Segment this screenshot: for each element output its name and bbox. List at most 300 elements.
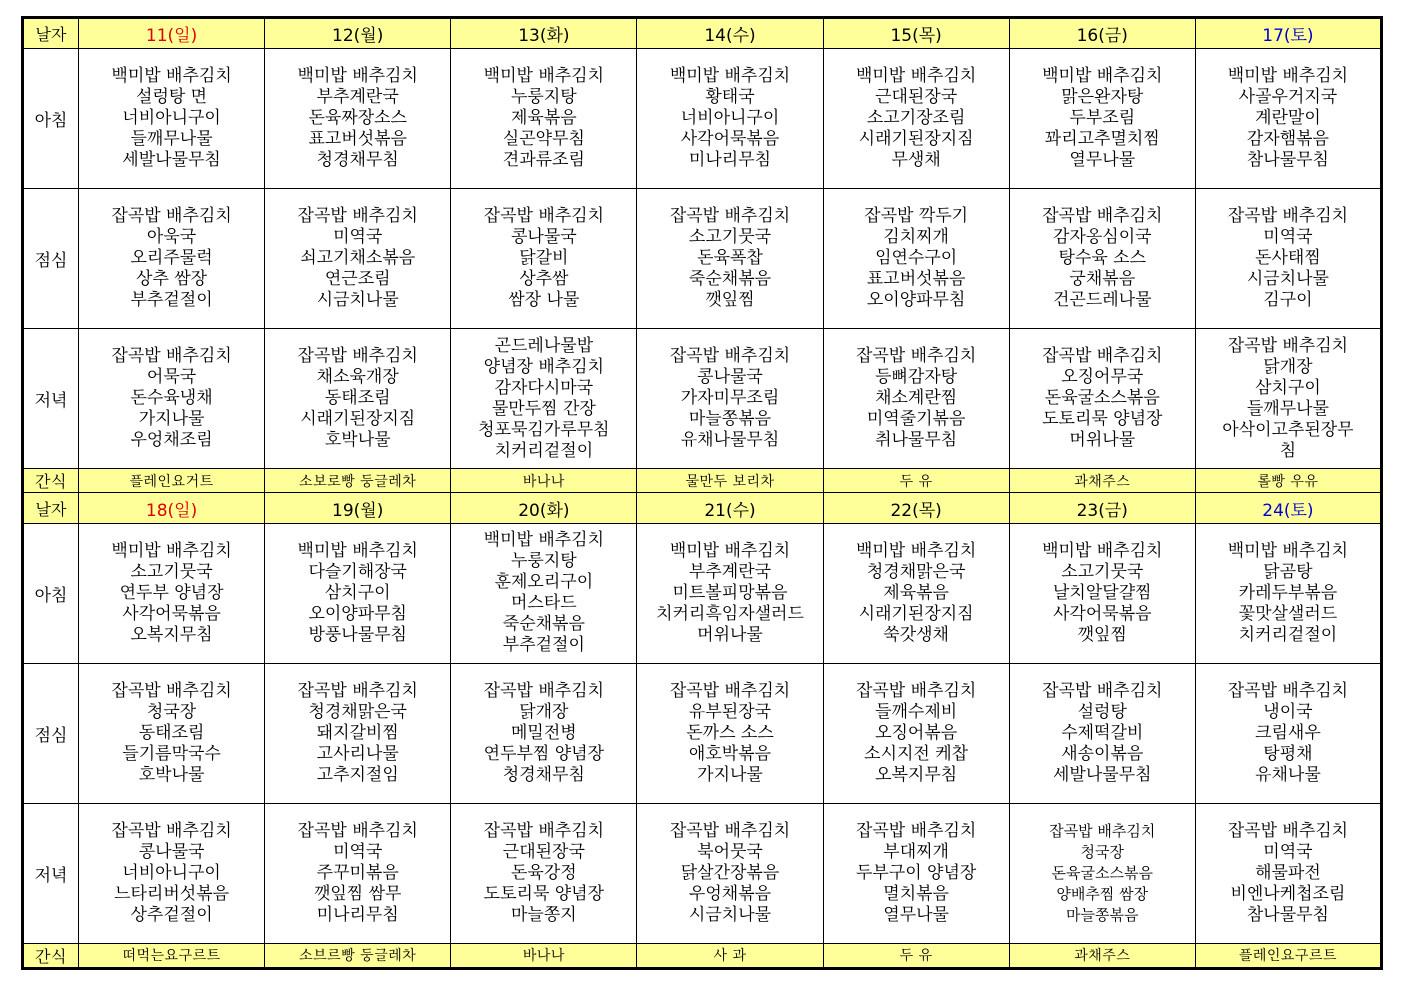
menu-item: 제육볶음 bbox=[511, 108, 577, 129]
menu-item: 크림새우 bbox=[1255, 722, 1321, 743]
menu-item: 잡곡밥 배추김치 bbox=[297, 206, 418, 227]
menu-item: 아삭이고추된장무 bbox=[1222, 419, 1354, 440]
menu-item: 다슬기해장국 bbox=[308, 561, 407, 582]
lunch-cell-wed bbox=[637, 189, 823, 329]
menu-item: 닭곰탕 bbox=[1263, 561, 1313, 582]
menu-item: 백미밥 배추김치 bbox=[111, 66, 232, 87]
date-thu: 22(목) bbox=[823, 493, 1009, 523]
menu-item-list bbox=[1196, 336, 1380, 462]
menu-item: 쌈장 나물 bbox=[508, 290, 580, 311]
menu-item-list bbox=[637, 821, 822, 926]
menu-item: 미역국 bbox=[333, 841, 383, 862]
breakfast-cell-fri bbox=[1009, 49, 1195, 189]
menu-item-list bbox=[824, 821, 1009, 926]
date-mon: 12(월) bbox=[265, 18, 451, 49]
menu-item-list bbox=[637, 541, 822, 646]
menu-item: 잡곡밥 배추김치 bbox=[111, 346, 232, 367]
menu-item: 오징어볶음 bbox=[875, 722, 958, 743]
menu-item: 두부구이 양념장 bbox=[855, 862, 977, 883]
menu-item: 시래기된장지짐 bbox=[858, 603, 974, 624]
menu-item: 깻잎찜 bbox=[705, 290, 755, 311]
breakfast-row bbox=[23, 49, 1382, 189]
menu-item: 주꾸미볶음 bbox=[316, 862, 399, 883]
breakfast-cell-sun bbox=[79, 49, 265, 189]
menu-item: 돈육폭찹 bbox=[697, 248, 763, 269]
lunch-cell-tue bbox=[451, 189, 637, 329]
menu-item: 너비아니구이 bbox=[122, 862, 221, 883]
menu-item-list bbox=[451, 66, 636, 171]
date-sat: 17(토) bbox=[1195, 18, 1381, 49]
menu-item: 감자다시마국 bbox=[494, 377, 594, 398]
menu-item: 연두부 양념장 bbox=[119, 582, 224, 603]
menu-item: 잡곡밥 배추김치 bbox=[111, 820, 232, 841]
menu-item-list bbox=[79, 66, 264, 171]
menu-item: 머위나물 bbox=[697, 624, 763, 645]
breakfast-cell-tue bbox=[451, 523, 637, 663]
menu-item: 미역국 bbox=[1263, 227, 1313, 248]
menu-item: 호박나물 bbox=[138, 764, 205, 785]
menu-item: 시래기된장지짐 bbox=[858, 129, 974, 150]
menu-item: 부추겉절이 bbox=[502, 635, 585, 656]
menu-item: 백미밥 배추김치 bbox=[855, 66, 977, 87]
menu-item: 날치알달걀찜 bbox=[1053, 582, 1152, 603]
menu-item: 쇠고기채소볶음 bbox=[300, 248, 416, 269]
menu-item-list bbox=[265, 821, 450, 926]
menu-item: 근대된장국 bbox=[502, 841, 585, 862]
menu-item-list bbox=[824, 346, 1009, 451]
menu-item: 돈육짜장소스 bbox=[308, 108, 407, 129]
breakfast-cell-tue bbox=[451, 49, 637, 189]
lunch-row bbox=[23, 189, 1382, 329]
menu-item: 들깨수제비 bbox=[875, 701, 958, 722]
menu-item: 감자햄볶음 bbox=[1246, 129, 1329, 150]
menu-item: 김구이 bbox=[1263, 290, 1313, 311]
menu-item-list bbox=[637, 681, 822, 786]
breakfast-row bbox=[23, 523, 1382, 663]
menu-item-list bbox=[79, 206, 264, 311]
menu-item: 새송이볶음 bbox=[1061, 743, 1144, 764]
menu-item: 오복지무침 bbox=[130, 624, 213, 645]
menu-item: 잡곡밥 깍두기 bbox=[864, 206, 969, 227]
menu-item: 소고기뭇국 bbox=[1061, 561, 1144, 582]
menu-item: 잡곡밥 배추김치 bbox=[483, 206, 605, 227]
dinner-cell-fri bbox=[1009, 329, 1195, 469]
snack-sat: 롤빵 우유 bbox=[1195, 469, 1381, 493]
menu-item: 잡곡밥 배추김치 bbox=[669, 346, 791, 367]
menu-item: 열무나물 bbox=[883, 904, 949, 925]
breakfast-cell-fri bbox=[1009, 523, 1195, 663]
menu-item-list bbox=[1196, 206, 1380, 311]
menu-item: 죽순채볶음 bbox=[688, 269, 772, 290]
menu-item: 닭갈비 bbox=[519, 248, 569, 269]
menu-item-list bbox=[1196, 66, 1380, 171]
date-header-row bbox=[23, 18, 1382, 49]
menu-item: 세발나물무침 bbox=[1053, 764, 1152, 785]
date-mon: 19(월) bbox=[265, 493, 451, 523]
menu-item: 잡곡밥 배추김치 bbox=[1042, 206, 1163, 227]
menu-item: 미트볼피망볶음 bbox=[672, 582, 788, 603]
menu-item-list bbox=[451, 821, 636, 926]
menu-item: 돈육강정 bbox=[511, 862, 577, 883]
snack-tue: 바나나 bbox=[451, 469, 637, 493]
menu-item: 백미밥 배추김치 bbox=[483, 66, 605, 87]
menu-item: 김치찌개 bbox=[883, 227, 949, 248]
menu-item: 황태국 bbox=[705, 87, 755, 108]
breakfast-cell-sun bbox=[79, 523, 265, 663]
lunch-label: 점심 bbox=[23, 189, 79, 329]
menu-item-list bbox=[824, 66, 1009, 171]
snack-mon: 소브르빵 둥글레차 bbox=[265, 943, 451, 968]
menu-item: 어묵국 bbox=[146, 367, 197, 388]
menu-item: 시금치나물 bbox=[688, 904, 772, 925]
menu-item: 소고기뭇국 bbox=[688, 227, 772, 248]
menu-item: 미역국 bbox=[1263, 841, 1313, 862]
menu-item: 잡곡밥 배추김치 bbox=[1042, 680, 1163, 701]
menu-item: 들깨무나물 bbox=[1246, 398, 1329, 419]
menu-item: 닭개장 bbox=[1263, 356, 1313, 377]
menu-item-list bbox=[265, 206, 450, 311]
menu-item-list bbox=[79, 541, 264, 646]
menu-item: 잡곡밥 배추김치 bbox=[669, 206, 791, 227]
date-tue: 20(화) bbox=[451, 493, 637, 523]
menu-item: 미역줄기볶음 bbox=[866, 409, 966, 430]
menu-item-list bbox=[1196, 821, 1380, 926]
dinner-cell-tue bbox=[451, 329, 637, 469]
menu-item: 누룽지탕 bbox=[511, 551, 577, 572]
dinner-cell-sat bbox=[1195, 803, 1381, 943]
menu-item: 잡곡밥 배추김치 bbox=[297, 346, 418, 367]
menu-item-list bbox=[265, 346, 450, 451]
snack-mon: 소보로빵 둥글레차 bbox=[265, 469, 451, 493]
menu-item: 삼치구이 bbox=[324, 582, 391, 603]
menu-item: 느타리버섯볶음 bbox=[114, 883, 230, 904]
lunch-cell-fri bbox=[1009, 189, 1195, 329]
menu-item-list bbox=[1196, 541, 1380, 646]
weekly-meal-table bbox=[21, 16, 1383, 970]
menu-item: 부추겉절이 bbox=[130, 290, 213, 311]
date-label: 날자 bbox=[23, 18, 79, 49]
dinner-row bbox=[23, 329, 1382, 469]
menu-item: 양념장 배추김치 bbox=[483, 356, 605, 377]
menu-item: 탕수육 소스 bbox=[1058, 248, 1147, 269]
menu-item: 표고버섯볶음 bbox=[866, 269, 966, 290]
dinner-cell-sun bbox=[79, 329, 265, 469]
dinner-cell-thu bbox=[823, 803, 1009, 943]
menu-item: 표고버섯볶음 bbox=[308, 129, 407, 150]
menu-item: 백미밥 배추김치 bbox=[1042, 66, 1163, 87]
menu-item: 부대찌개 bbox=[883, 841, 949, 862]
dinner-cell-wed bbox=[637, 329, 823, 469]
menu-item-list bbox=[79, 821, 264, 926]
dinner-cell-mon bbox=[265, 329, 451, 469]
lunch-label: 점심 bbox=[23, 663, 79, 803]
menu-item: 소시지전 케찹 bbox=[864, 743, 969, 764]
menu-item: 백미밥 배추김치 bbox=[111, 540, 232, 561]
menu-item: 시금치나물 bbox=[1246, 269, 1329, 290]
menu-item: 유채나물무침 bbox=[680, 430, 780, 451]
menu-item-list bbox=[637, 206, 822, 311]
menu-item: 쑥갓생채 bbox=[883, 624, 949, 645]
breakfast-cell-thu bbox=[823, 49, 1009, 189]
menu-item-list bbox=[824, 541, 1009, 646]
menu-item: 취나물무침 bbox=[875, 430, 958, 451]
menu-item: 메밀전병 bbox=[511, 722, 577, 743]
menu-item: 임연수구이 bbox=[875, 248, 958, 269]
menu-item: 치커리겉절이 bbox=[494, 440, 594, 461]
menu-item-list bbox=[637, 346, 822, 451]
menu-item: 건곤드레나물 bbox=[1053, 290, 1152, 311]
menu-item: 양배추찜 쌈장 bbox=[1056, 884, 1149, 903]
menu-item: 도토리묵 양념장 bbox=[1042, 409, 1163, 430]
menu-item: 감자옹심이국 bbox=[1053, 227, 1152, 248]
menu-item: 시래기된장지짐 bbox=[300, 409, 416, 430]
lunch-cell-fri bbox=[1009, 663, 1195, 803]
menu-item: 청경채무침 bbox=[502, 764, 585, 785]
menu-item: 곤드레나물밥 bbox=[494, 335, 594, 356]
menu-item: 맑은완자탕 bbox=[1061, 87, 1144, 108]
menu-item: 깻잎찜 bbox=[1077, 624, 1127, 645]
menu-item: 잡곡밥 배추김치 bbox=[855, 820, 977, 841]
menu-item: 멸치볶음 bbox=[883, 883, 949, 904]
lunch-cell-sat bbox=[1195, 189, 1381, 329]
menu-item-list bbox=[1010, 206, 1195, 311]
menu-item: 닭개장 bbox=[519, 701, 569, 722]
menu-item: 머스타드 bbox=[511, 593, 577, 614]
menu-item-list bbox=[265, 541, 450, 646]
menu-item-list bbox=[451, 681, 636, 786]
menu-item: 오이양파무침 bbox=[308, 603, 407, 624]
breakfast-label: 아침 bbox=[23, 49, 79, 189]
date-fri: 23(금) bbox=[1009, 493, 1195, 523]
menu-item: 꽈리고추멸치찜 bbox=[1044, 129, 1160, 150]
breakfast-cell-sat bbox=[1195, 49, 1381, 189]
lunch-cell-sun bbox=[79, 189, 265, 329]
menu-item: 잡곡밥 배추김치 bbox=[111, 680, 232, 701]
menu-item: 오복지무침 bbox=[875, 764, 958, 785]
menu-item: 머위나물 bbox=[1069, 430, 1136, 451]
menu-item: 냉이국 bbox=[1263, 701, 1313, 722]
menu-item: 백미밥 배추김치 bbox=[297, 540, 418, 561]
menu-item: 참나물무침 bbox=[1246, 150, 1329, 171]
menu-item: 백미밥 배추김치 bbox=[483, 530, 605, 551]
menu-item-list bbox=[824, 206, 1009, 311]
menu-item: 상추 쌈장 bbox=[136, 269, 208, 290]
menu-item: 깻잎찜 쌈무 bbox=[313, 883, 402, 904]
dinner-cell-tue bbox=[451, 803, 637, 943]
lunch-cell-sun bbox=[79, 663, 265, 803]
menu-item: 돈육굴소스볶음 bbox=[1044, 388, 1160, 409]
menu-item: 마늘쫑볶음 bbox=[688, 409, 772, 430]
breakfast-cell-sat bbox=[1195, 523, 1381, 663]
menu-item: 잡곡밥 배추김치 bbox=[483, 680, 605, 701]
menu-item-list bbox=[637, 66, 822, 171]
lunch-cell-tue bbox=[451, 663, 637, 803]
menu-item: 사각어묵볶음 bbox=[1053, 603, 1152, 624]
menu-item: 소고기뭇국 bbox=[130, 561, 213, 582]
menu-item: 미나리무침 bbox=[688, 150, 772, 171]
menu-item: 두부조림 bbox=[1069, 108, 1136, 129]
lunch-cell-wed bbox=[637, 663, 823, 803]
snack-wed: 사 과 bbox=[637, 943, 823, 968]
menu-item-list bbox=[79, 681, 264, 786]
breakfast-cell-mon bbox=[265, 523, 451, 663]
menu-item: 계란말이 bbox=[1255, 108, 1321, 129]
menu-item-list bbox=[265, 681, 450, 786]
menu-item: 콩나물국 bbox=[138, 841, 205, 862]
menu-item: 청경채맑은국 bbox=[308, 701, 407, 722]
snack-thu: 두 유 bbox=[823, 943, 1009, 968]
menu-item: 사각어묵볶음 bbox=[122, 603, 221, 624]
menu-item: 참나물무침 bbox=[1246, 904, 1329, 925]
menu-item: 오리주물럭 bbox=[130, 248, 213, 269]
lunch-cell-thu bbox=[823, 189, 1009, 329]
breakfast-cell-wed bbox=[637, 523, 823, 663]
dinner-cell-mon bbox=[265, 803, 451, 943]
dinner-cell-thu bbox=[823, 329, 1009, 469]
menu-item: 잡곡밥 배추김치 bbox=[669, 680, 791, 701]
menu-item-list bbox=[1196, 681, 1380, 786]
menu-item: 잡곡밥 배추김치 bbox=[111, 206, 232, 227]
menu-item: 너비아니구이 bbox=[122, 108, 221, 129]
snack-label: 간식 bbox=[23, 469, 79, 493]
dinner-cell-fri bbox=[1009, 803, 1195, 943]
menu-item: 꽃맛살샐러드 bbox=[1238, 603, 1338, 624]
menu-item: 돈까스 소스 bbox=[686, 722, 774, 743]
menu-item: 세발나물무침 bbox=[122, 150, 221, 171]
snack-sun: 플레인요거트 bbox=[79, 469, 265, 493]
date-wed: 14(수) bbox=[637, 18, 823, 49]
snack-sat: 플레인요구르트 bbox=[1195, 943, 1381, 968]
menu-item: 백미밥 배추김치 bbox=[1042, 540, 1163, 561]
menu-item: 잡곡밥 배추김치 bbox=[855, 680, 977, 701]
menu-item: 연근조림 bbox=[324, 269, 391, 290]
menu-item: 해물파전 bbox=[1255, 862, 1321, 883]
menu-item: 콩나물국 bbox=[511, 227, 577, 248]
menu-item: 잡곡밥 배추김치 bbox=[1227, 335, 1349, 356]
date-sat: 24(토) bbox=[1195, 493, 1381, 523]
menu-item: 상추겉절이 bbox=[130, 904, 213, 925]
menu-item: 훈제오리구이 bbox=[494, 572, 594, 593]
menu-item: 청경채무침 bbox=[316, 150, 399, 171]
dinner-row bbox=[23, 803, 1382, 943]
breakfast-label: 아침 bbox=[23, 523, 79, 663]
snack-fri: 과채주스 bbox=[1009, 943, 1195, 968]
date-sun: 11(일) bbox=[79, 18, 265, 49]
menu-item: 무생채 bbox=[891, 150, 941, 171]
menu-item: 백미밥 배추김치 bbox=[1227, 66, 1349, 87]
dinner-label: 저녁 bbox=[23, 329, 79, 469]
snack-sun: 떠먹는요구르트 bbox=[79, 943, 265, 968]
breakfast-cell-thu bbox=[823, 523, 1009, 663]
menu-item-list bbox=[1010, 66, 1195, 171]
snack-tue: 바나나 bbox=[451, 943, 637, 968]
menu-item: 죽순채볶음 bbox=[502, 614, 585, 635]
menu-item: 소고기장조림 bbox=[866, 108, 966, 129]
date-wed: 21(수) bbox=[637, 493, 823, 523]
menu-item: 침 bbox=[1279, 440, 1297, 461]
menu-item: 북어뭇국 bbox=[697, 841, 763, 862]
menu-item: 잡곡밥 배추김치 bbox=[1227, 820, 1349, 841]
menu-item: 사각어묵볶음 bbox=[680, 129, 780, 150]
menu-item: 아욱국 bbox=[146, 227, 197, 248]
menu-item: 마늘쫑지 bbox=[511, 904, 577, 925]
menu-item: 치커리겉절이 bbox=[1238, 624, 1338, 645]
menu-item: 상추쌈 bbox=[519, 269, 569, 290]
menu-item: 들깨무나물 bbox=[130, 129, 213, 150]
menu-item: 미역국 bbox=[333, 227, 383, 248]
menu-item: 가지나물 bbox=[697, 764, 763, 785]
menu-item-list bbox=[1010, 541, 1195, 646]
lunch-cell-thu bbox=[823, 663, 1009, 803]
menu-item: 동태조림 bbox=[138, 722, 205, 743]
menu-item: 청국장 bbox=[1080, 842, 1125, 861]
dinner-cell-wed bbox=[637, 803, 823, 943]
menu-item: 유채나물 bbox=[1255, 764, 1321, 785]
menu-item: 채소육개장 bbox=[316, 367, 399, 388]
menu-item: 제육볶음 bbox=[883, 582, 949, 603]
lunch-cell-mon bbox=[265, 189, 451, 329]
menu-item: 설렁탕 면 bbox=[136, 87, 208, 108]
menu-item: 너비아니구이 bbox=[680, 108, 780, 129]
menu-item: 잡곡밥 배추김치 bbox=[669, 820, 791, 841]
menu-item: 마늘쫑볶음 bbox=[1066, 905, 1139, 924]
menu-item: 사골우거지국 bbox=[1238, 87, 1338, 108]
snack-label: 간식 bbox=[23, 943, 79, 968]
date-label: 날자 bbox=[23, 493, 79, 523]
menu-item: 설렁탕 bbox=[1077, 701, 1127, 722]
snack-wed: 물만두 보리차 bbox=[637, 469, 823, 493]
menu-item: 미나리무침 bbox=[316, 904, 399, 925]
menu-item: 비엔나케첩조림 bbox=[1230, 883, 1346, 904]
menu-item: 백미밥 배추김치 bbox=[669, 66, 791, 87]
menu-item: 돼지갈비찜 bbox=[316, 722, 399, 743]
menu-item-list bbox=[451, 206, 636, 311]
menu-item: 부추계란국 bbox=[316, 87, 399, 108]
menu-item: 고추지절임 bbox=[316, 764, 399, 785]
menu-item: 닭살간장볶음 bbox=[680, 862, 780, 883]
snack-thu: 두 유 bbox=[823, 469, 1009, 493]
menu-item: 잡곡밥 배추김치 bbox=[1049, 821, 1156, 840]
menu-item: 우엉채조림 bbox=[130, 430, 213, 451]
menu-item: 호박나물 bbox=[324, 430, 391, 451]
menu-item-list bbox=[1010, 681, 1195, 786]
lunch-cell-mon bbox=[265, 663, 451, 803]
menu-item: 도토리묵 양념장 bbox=[483, 883, 605, 904]
date-tue: 13(화) bbox=[451, 18, 637, 49]
snack-row bbox=[23, 469, 1382, 493]
menu-item: 카레두부볶음 bbox=[1238, 582, 1338, 603]
menu-item: 견과류조림 bbox=[502, 150, 585, 171]
menu-item: 돈사태찜 bbox=[1255, 248, 1321, 269]
menu-item: 백미밥 배추김치 bbox=[855, 540, 977, 561]
date-fri: 16(금) bbox=[1009, 18, 1195, 49]
menu-item-list bbox=[824, 681, 1009, 786]
menu-item-list bbox=[79, 346, 264, 451]
menu-item: 궁채볶음 bbox=[1069, 269, 1136, 290]
lunch-cell-sat bbox=[1195, 663, 1381, 803]
lunch-row bbox=[23, 663, 1382, 803]
menu-item: 백미밥 배추김치 bbox=[1227, 540, 1349, 561]
snack-row bbox=[23, 943, 1382, 968]
menu-item: 누룽지탕 bbox=[511, 87, 577, 108]
menu-item: 방풍나물무침 bbox=[308, 624, 407, 645]
dinner-cell-sat bbox=[1195, 329, 1381, 469]
menu-item: 실곤약무침 bbox=[502, 129, 585, 150]
menu-item: 유부된장국 bbox=[688, 701, 772, 722]
menu-item: 수제떡갈비 bbox=[1061, 722, 1144, 743]
menu-item: 등뼈감자탕 bbox=[875, 367, 958, 388]
menu-item: 치커리흑임자샐러드 bbox=[656, 603, 804, 624]
